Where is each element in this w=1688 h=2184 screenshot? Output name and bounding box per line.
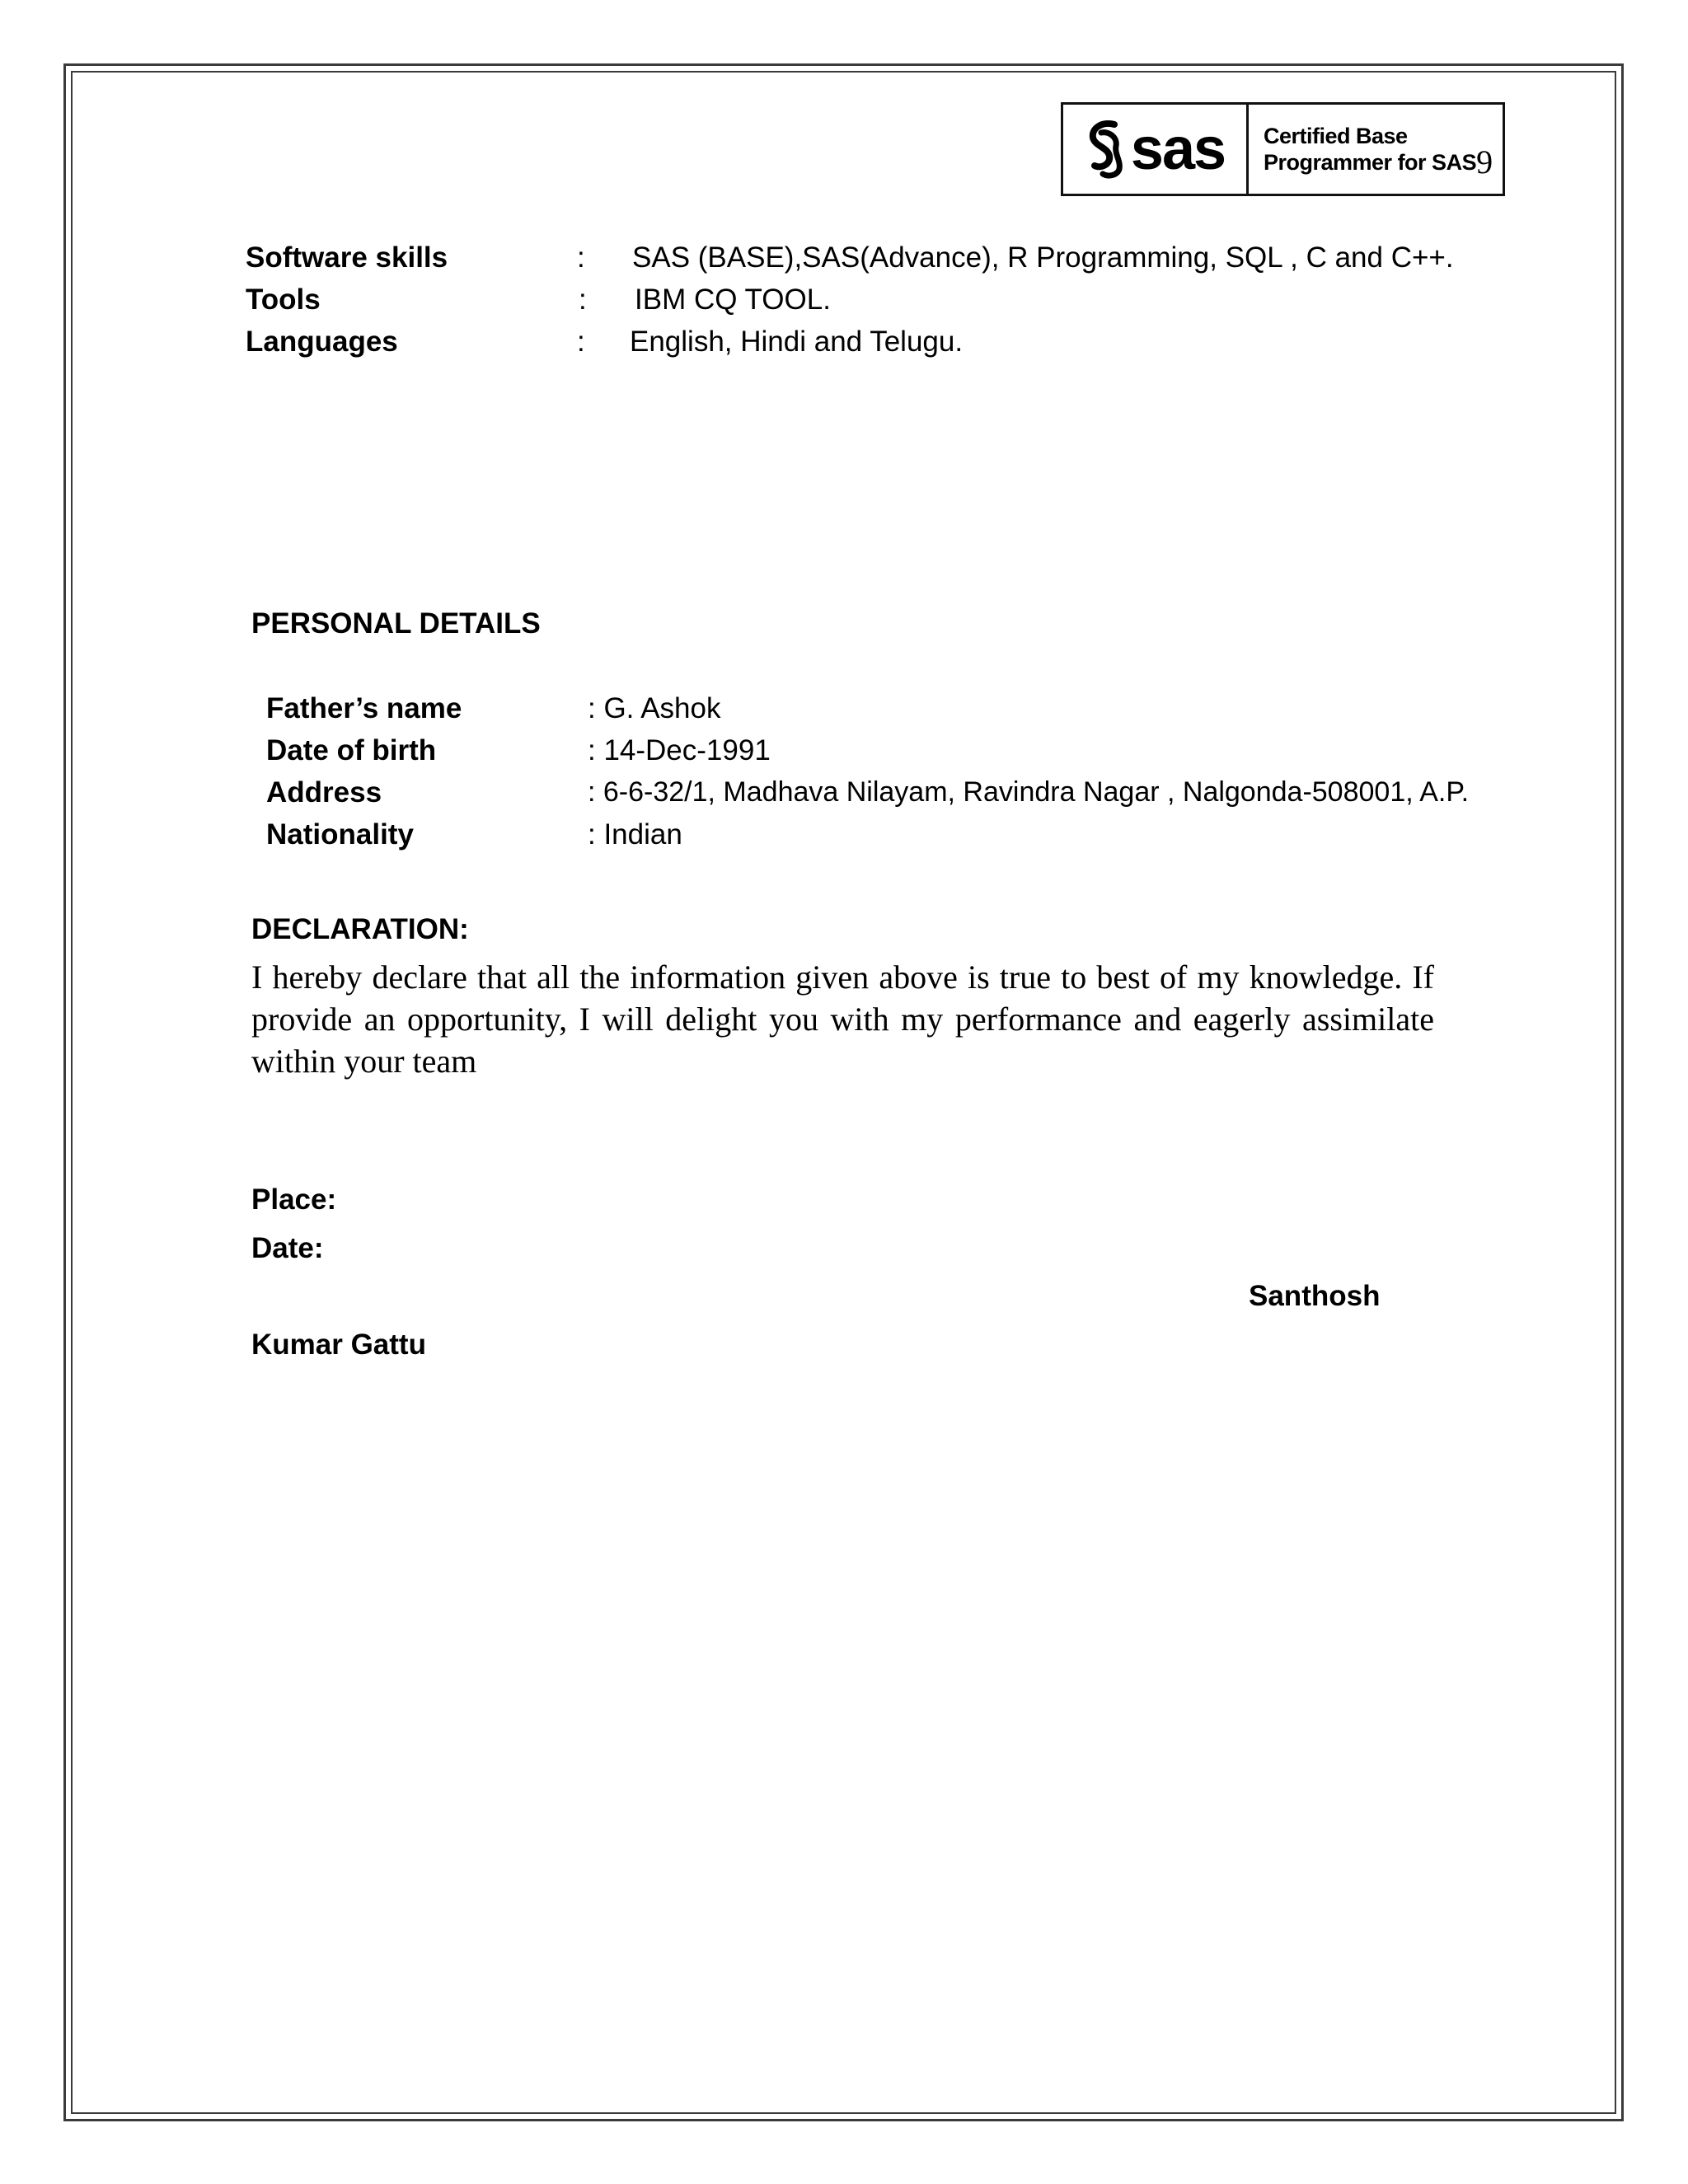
tools-label: Tools <box>246 284 321 316</box>
software-skills-colon: : <box>577 241 585 274</box>
software-skills-label: Software skills <box>246 241 448 274</box>
languages-label: Languages <box>246 326 398 358</box>
date-of-birth-value: : 14-Dec-1991 <box>588 734 771 766</box>
badge-caption <box>1249 123 1493 180</box>
signature-name-part2: Kumar Gattu <box>251 1329 426 1361</box>
languages-value: English, Hindi and Telugu. <box>630 326 964 358</box>
nationality-label: Nationality <box>266 818 414 851</box>
personal-details-heading: PERSONAL DETAILS <box>251 607 541 640</box>
software-skills-value: SAS (BASE),SAS(Advance), R Programming, SQL , C and C++. <box>632 241 1454 274</box>
father-name-value: : G. Ashok <box>588 692 721 724</box>
badge-line-2 <box>1264 143 1493 180</box>
sas-swirl-icon <box>1085 120 1128 179</box>
declaration-heading: DECLARATION: <box>251 913 469 945</box>
tools-value: IBM CQ TOOL. <box>635 284 831 316</box>
tools-colon: : <box>579 284 587 316</box>
address-label: Address <box>266 776 382 808</box>
page-border-inner <box>71 71 1616 2114</box>
place-label: Place: <box>251 1183 337 1216</box>
sas-logo-text: sas <box>1130 116 1226 182</box>
father-name-label: Father’s name <box>266 692 462 724</box>
declaration-text: I hereby declare that all the information given above is true to best of my knowledge. If provide an opportunity, I will delight you with my performance and eagerly assimilate within your team <box>251 958 1434 1080</box>
date-of-birth-label: Date of birth <box>266 734 437 766</box>
badge-line-1: Certified Base <box>1264 124 1408 148</box>
address-value: : 6-6-32/1, Madhava Nilayam, Ravindra Nagar , Nalgonda-508001, A.P. <box>588 776 1470 808</box>
date-label: Date: <box>251 1232 324 1264</box>
signature-name-part1: Santhosh <box>1249 1280 1381 1312</box>
badge-line-2-text: Programmer for SAS <box>1264 150 1477 175</box>
languages-colon: : <box>577 326 585 358</box>
sas-certification-badge <box>1061 102 1505 196</box>
nationality-value: : Indian <box>588 818 682 851</box>
badge-version: 9 <box>1476 143 1493 180</box>
sas-logo <box>1063 105 1249 194</box>
